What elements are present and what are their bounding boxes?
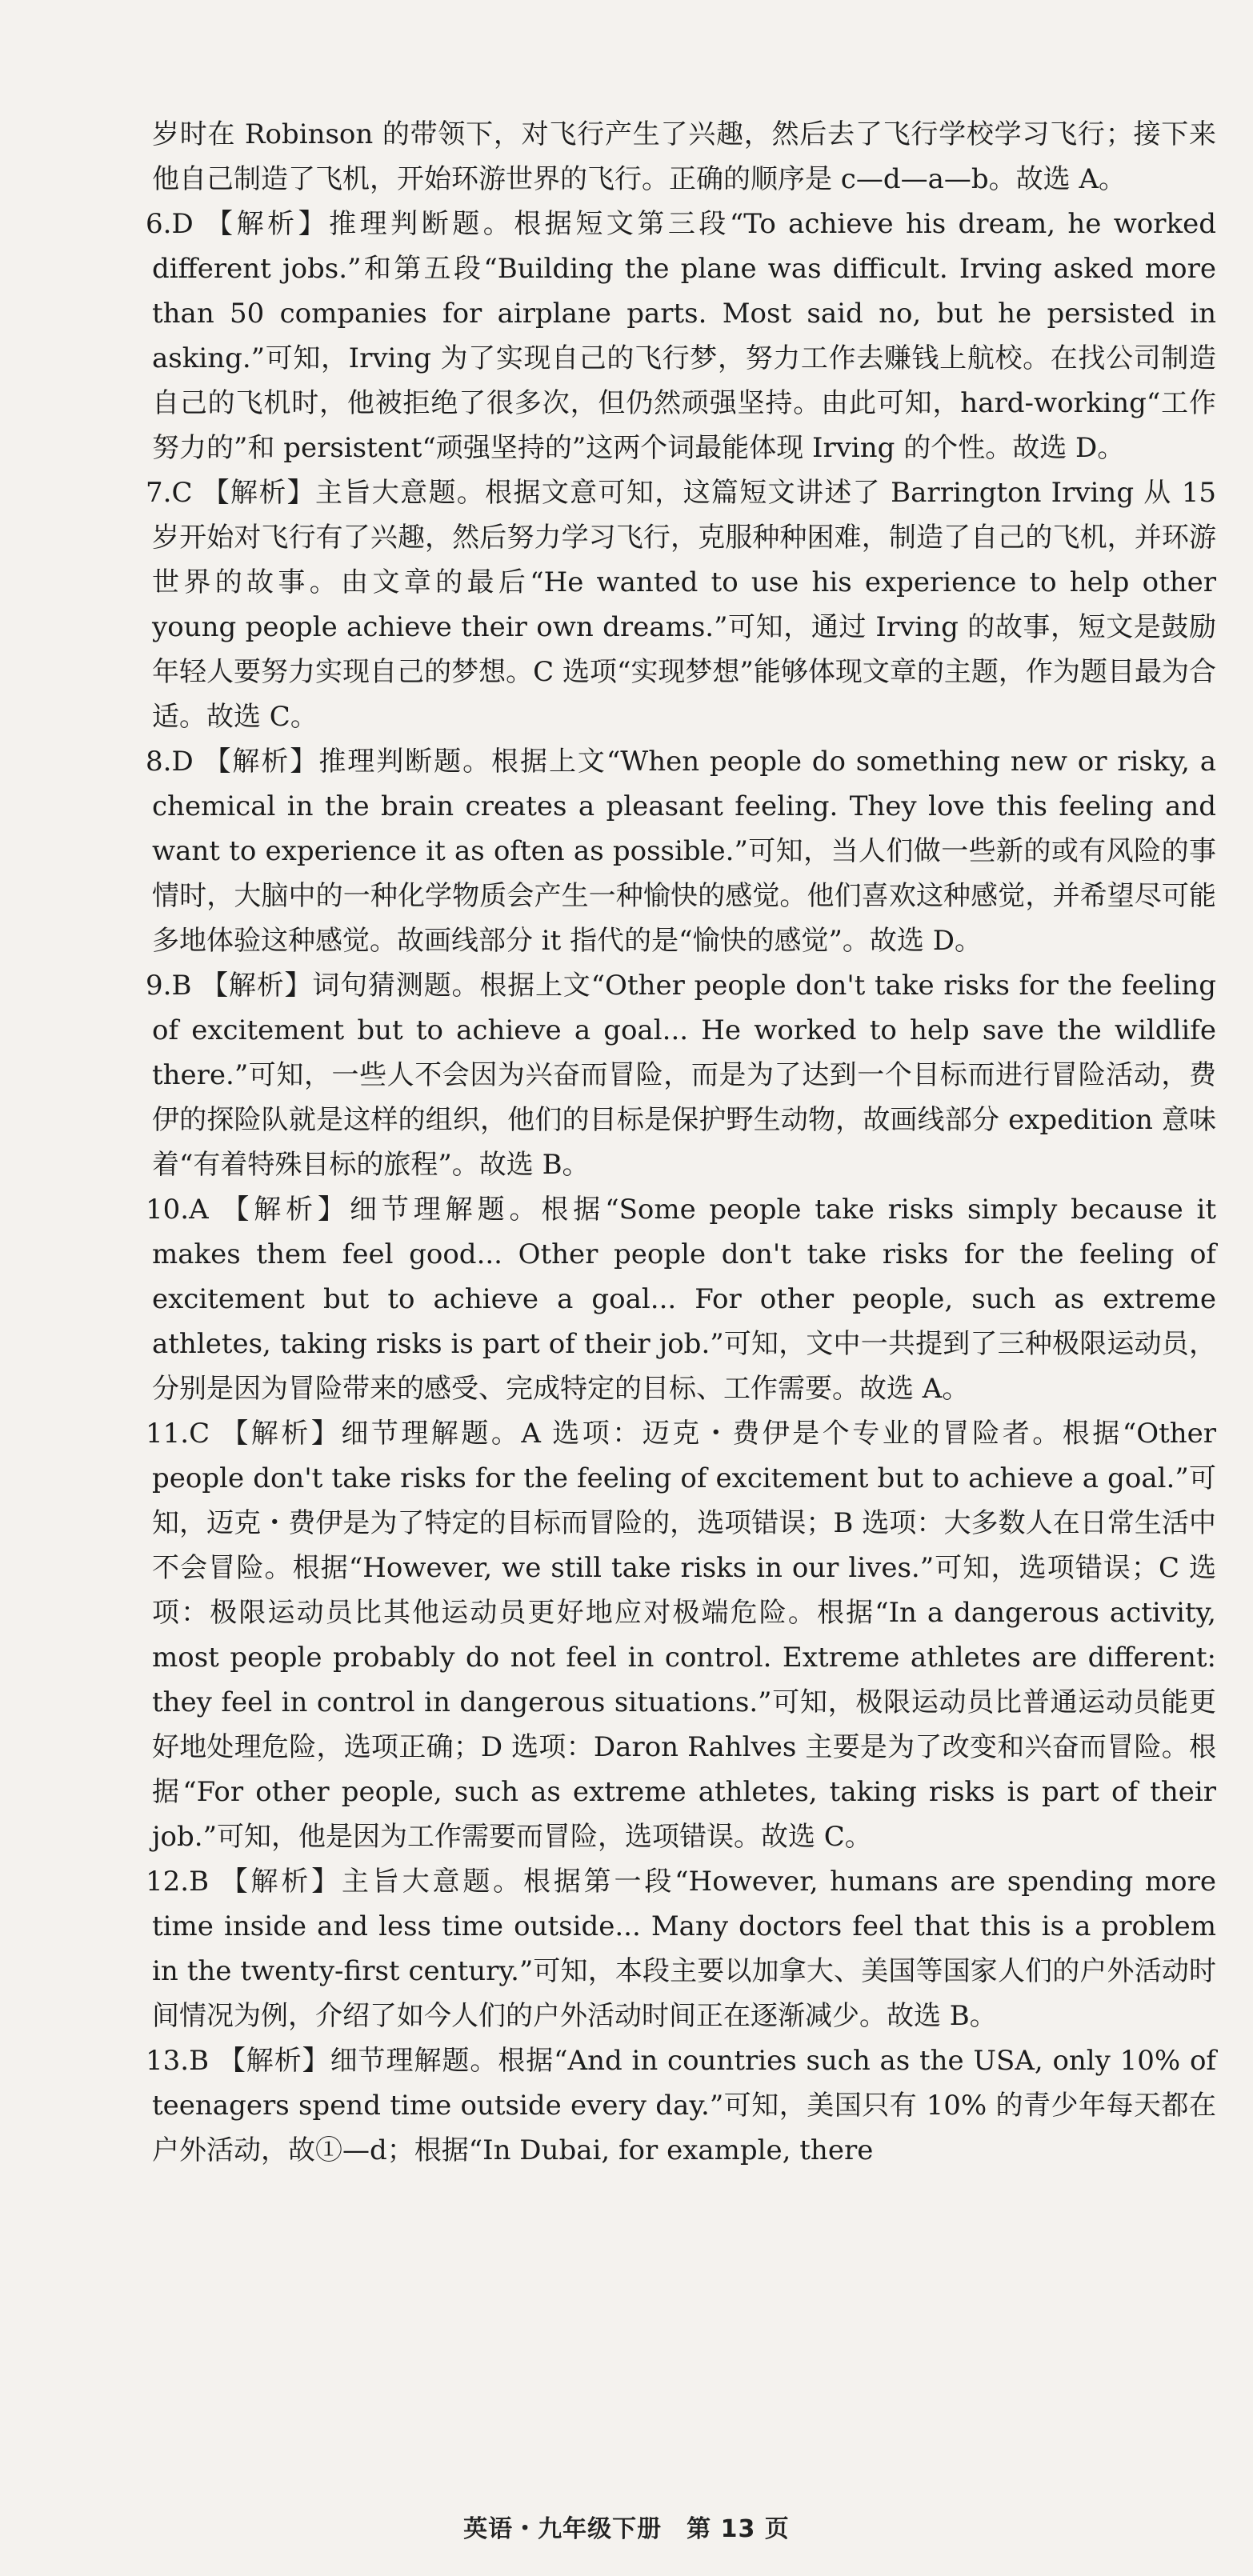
answer-item-8: [146, 739, 1217, 963]
answer-item-10: [146, 1187, 1216, 1411]
page-footer: 英语・九年级下册 第 13 页: [463, 2515, 790, 2543]
item-number: 6.D: [146, 208, 194, 240]
item-number: 9.B: [146, 970, 192, 1002]
item-number: 12.B: [146, 1866, 210, 1898]
answer-item-11: [146, 1411, 1216, 1859]
item-number: 13.B: [146, 2045, 210, 2077]
item-explanation: 推理判断题。根据上文“When people do something new or risky, a chemical in the brain creates a pleasant feeling. They love this feeling and want to experience it as often as possible.”可知，当人们做一些新的或有风险的事情时，大脑中的一种化学物质会产生一种愉快的感觉。他们喜欢这种感觉，并希望尽可能多地体验这种感觉。故画线部分 it 指代的是“愉快的感觉”。故选 D。: [152, 746, 1217, 957]
analysis-tag: 【解析】: [201, 970, 313, 1002]
item-explanation: 词句猜测题。根据上文“Other people don't take risks for the feeling of excitement but to achieve a goal... He worked to help save the wildlife there.”可知，一些人不会因为兴奋而冒险，而是为了达到一个目标而进行冒险活动，费伊的探险队就是这样的组织，他们的目标是保护野生动物，故画线部分 expedition 意味着“有着特殊目标的旅程”。故选 B。: [152, 970, 1217, 1181]
item-explanation: 主旨大意题。根据第一段“However, humans are spending more time inside and less time outside... Many doctors feel that this is a problem in the twenty-first century.”可知，本段主要以加拿大、美国等国家人们的户外活动时间情况为例，介绍了如今人们的户外活动时间正在逐渐减少。故选 B。: [152, 1866, 1216, 2032]
item-explanation: 主旨大意题。根据文意可知，这篇短文讲述了 Barrington Irving 从 15 岁开始对飞行有了兴趣，然后努力学习飞行，克服种种困难，制造了自己的飞机，并环游世界的故事。由文章的最后“He wanted to use his experience to help other young people achieve their own dreams.”可知，通过 Irving 的故事，短文是鼓励年轻人要努力实现自己的梦想。C 选项“实现梦想”能够体现文章的主题，作为题目最为合适。故选 C。: [152, 477, 1217, 733]
analysis-tag: 【解析】: [202, 477, 316, 509]
analysis-tag: 【解析】: [206, 208, 330, 240]
answer-item-6: [146, 202, 1217, 470]
item-explanation: 推理判断题。根据短文第三段“To achieve his dream, he worked different jobs.”和第五段“Building the plane was difficult. Irving asked more than 50 companies for airplane parts. Most said no, but he persisted in asking.”可知，Irving 为了实现自己的飞行梦，努力工作去赚钱上航校。在找公司制造自己的飞机时，他被拒绝了很多次，但仍然顽强坚持。由此可知，hard-working“工作努力的”和 persistent“顽强坚持的”这两个词最能体现 Irving 的个性。故选 D。: [152, 208, 1217, 464]
answer-item-12: [146, 1859, 1216, 2038]
item-number: 11.C: [146, 1418, 210, 1450]
intro-paragraph: 岁时在 Robinson 的带领下，对飞行产生了兴趣，然后去了飞行学校学习飞行；接下来他自己制造了飞机，开始环游世界的飞行。正确的顺序是 c—d—a—b。故选 A。: [152, 118, 1216, 195]
analysis-tag: 【解析】: [218, 2045, 330, 2077]
analysis-tag: 【解析】: [221, 1418, 342, 1450]
item-number: 8.D: [146, 746, 194, 778]
item-explanation: 细节理解题。根据“Some people take risks simply because it makes them feel good... Other people don't take risks for the feeling of excitement but to achieve a goal... For other people, such as extreme athletes, taking risks is part of their job.”可知，文中一共提到了三种极限运动员，分别是因为冒险带来的感受、完成特定的目标、工作需要。故选 A。: [152, 1194, 1216, 1405]
answer-item-9: [146, 963, 1217, 1187]
item-explanation: 细节理解题。根据“And in countries such as the USA, only 10% of teenagers spend time outside every day.”可知，美国只有 10% 的青少年每天都在户外活动，故①—d；根据“In Dubai, for example, there: [152, 2045, 1217, 2166]
answer-item-7: [146, 470, 1217, 739]
item-number: 7.C: [146, 477, 193, 509]
analysis-tag: 【解析】: [220, 1866, 342, 1898]
answer-explanations: [146, 112, 1217, 2173]
item-explanation: 细节理解题。A 选项：迈克・费伊是个专业的冒险者。根据“Other people don't take risks for the feeling of excitement but to achieve a goal.”可知，迈克・费伊是为了特定的目标而冒险的，选项错误；B 选项：大多数人在日常生活中不会冒险。根据“However, we still take risks in our lives.”可知，选项错误；C 选项：极限运动员比其他运动员更好地应对极端危险。根据“In a dangerous activity, most people probably do not feel in control. Extreme athletes are different: they feel in control in dangerous situations.”可知，极限运动员比普通运动员能更好地处理危险，选项正确；D 选项：Daron Rahlves 主要是为了改变和兴奋而冒险。根据“For other people, such as extreme athletes, taking risks is part of their job.”可知，他是因为工作需要而冒险，选项错误。故选 C。: [152, 1418, 1216, 1853]
analysis-tag: 【解析】: [222, 1194, 350, 1226]
item-number: 10.A: [146, 1194, 209, 1226]
analysis-tag: 【解析】: [203, 746, 319, 778]
answer-item-13: [146, 2038, 1217, 2173]
